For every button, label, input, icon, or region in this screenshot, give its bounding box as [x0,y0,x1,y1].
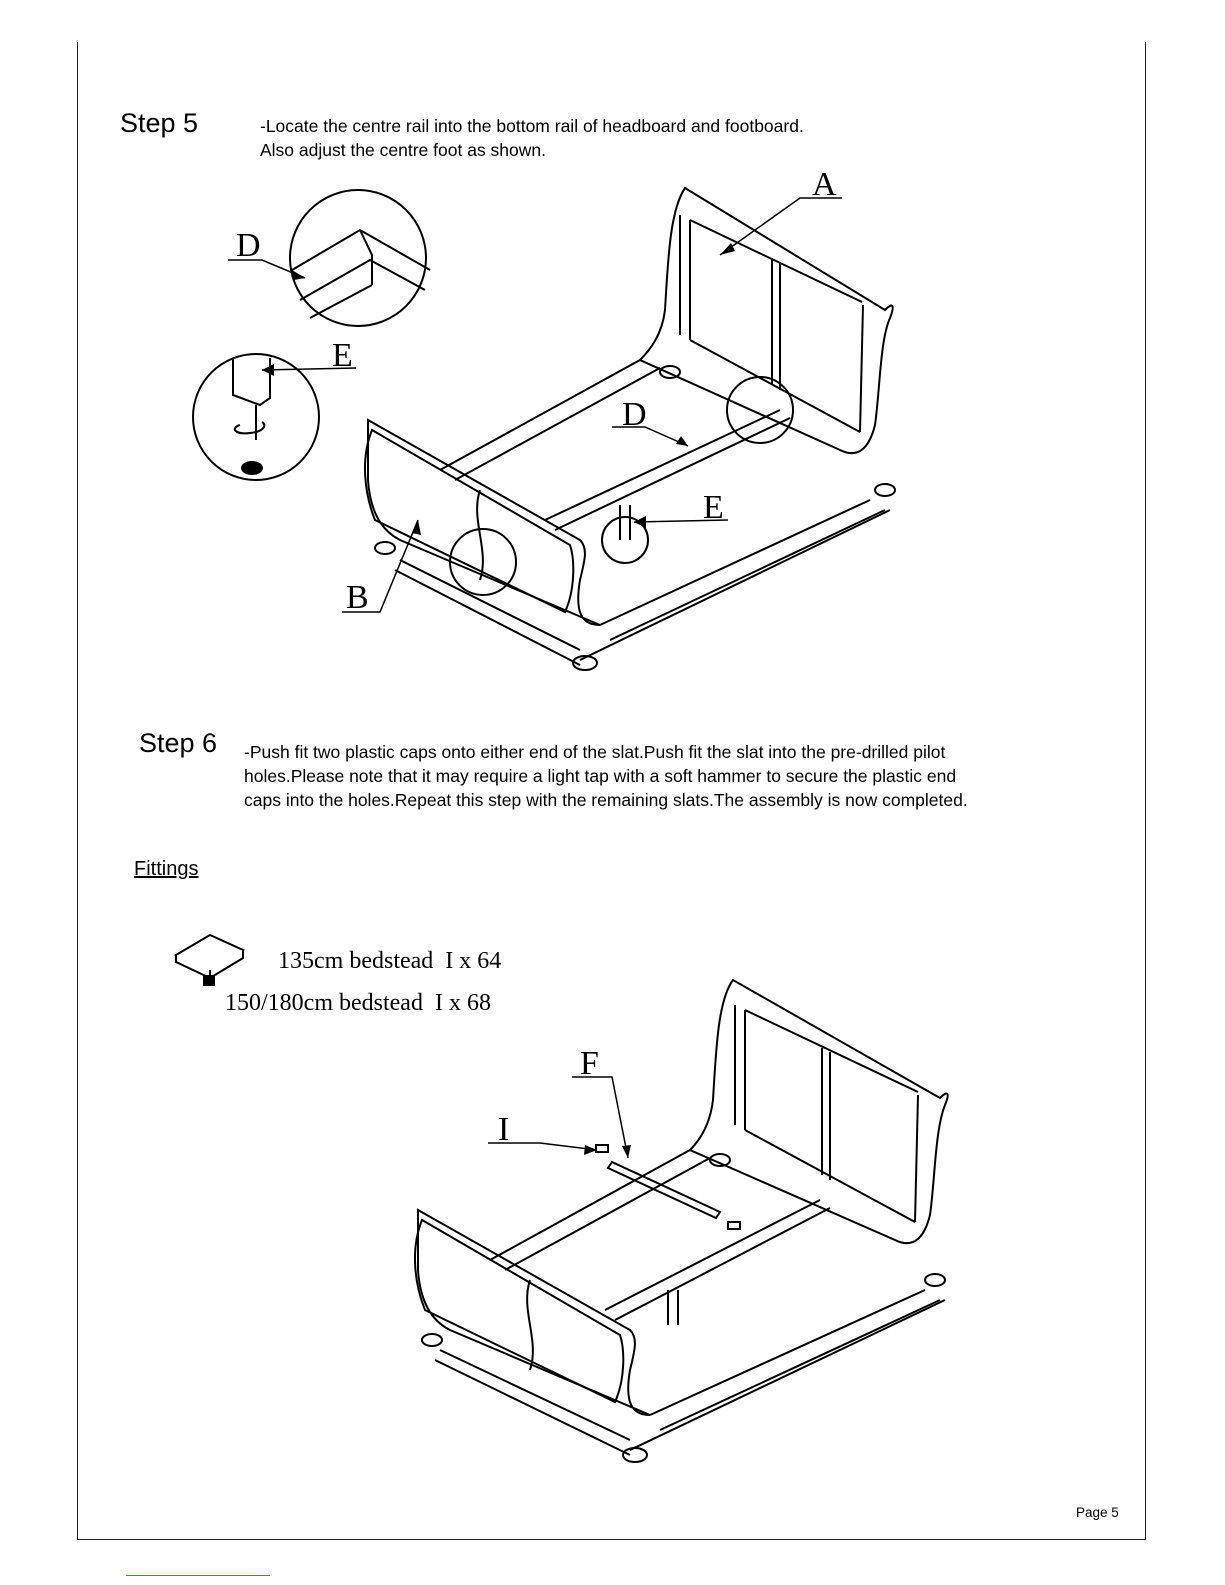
slat-cap-icon [176,935,243,985]
fitting-135cm: 135cm bedstead I x 64 [278,948,502,974]
label-e-detail: E [332,337,353,374]
step6-text-line2: holes.Please note that it may require a light tap with a soft hammer to secure the plastic end [244,766,957,786]
step5-text-line1: -Locate the centre rail into the bottom rail of headboard and footboard. [260,116,804,136]
step5-title: Step 5 [120,108,199,138]
bed-assembly-diagram-step6 [415,980,948,1462]
label-b: B [346,579,369,616]
step6-text-line1: -Push fit two plastic caps onto either end of the slat.Push fit the slat into the pre-drilled pilot [244,742,946,762]
step6-text-line3: caps into the holes.Repeat this step with the remaining slats.The assembly is now completed. [244,790,968,810]
step5-text-line2: Also adjust the centre foot as shown. [260,140,546,160]
label-f: F [580,1045,599,1082]
label-d: D [622,396,647,433]
step6-title: Step 6 [139,728,218,758]
label-d-detail: D [236,227,261,264]
fittings-heading: Fittings [134,858,199,880]
label-i: I [498,1111,510,1148]
label-a: A [812,166,837,203]
page-number: Page 5 [1076,1505,1119,1520]
fitting-150-180cm: 150/180cm bedstead I x 68 [225,990,491,1016]
label-e: E [703,489,724,526]
